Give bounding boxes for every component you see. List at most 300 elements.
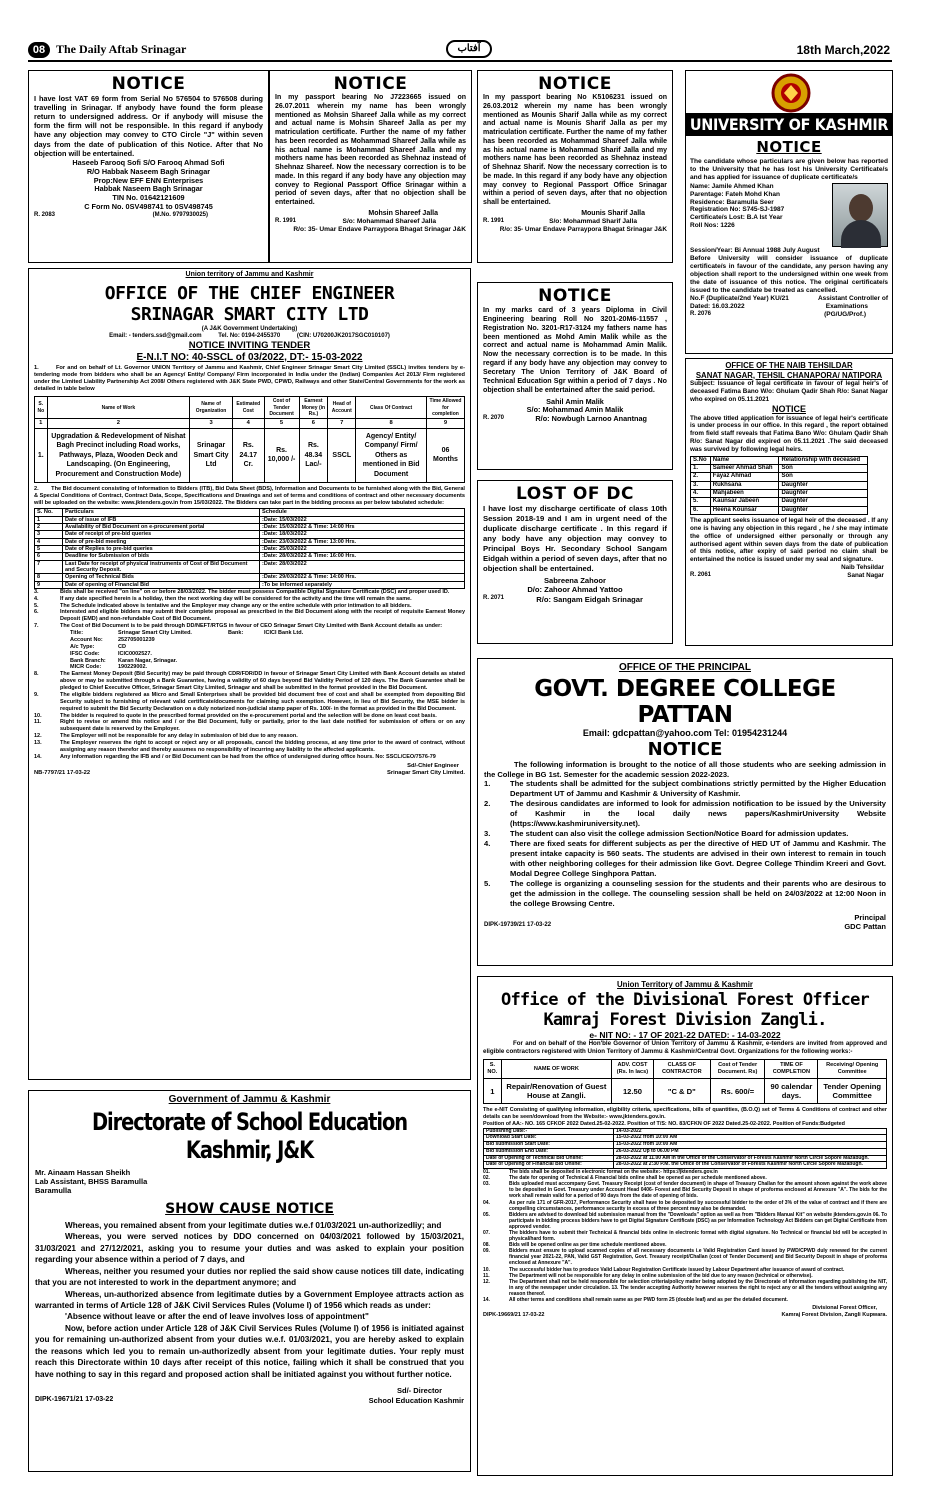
tender-point-num: 10. xyxy=(483,1266,490,1273)
sign-line-1: Divisional Forest Officer, xyxy=(812,1305,877,1312)
residence: R/o: 35- Umar Endave Parraypora Bhagat Srinagar J&K xyxy=(499,226,667,234)
gdc-pattan-notice xyxy=(477,658,893,966)
column-header: S.No xyxy=(691,456,711,464)
table-row xyxy=(691,490,868,498)
table-cell: 06 Months xyxy=(426,428,464,482)
tender-point-num: 03. xyxy=(483,1181,490,1188)
sign-line-1: Naib Tehsildar xyxy=(841,564,884,572)
bank-cell: 190229002. xyxy=(118,664,148,671)
table-cell: 26-03-2022 Up to 06.00 PM xyxy=(614,1148,887,1155)
gdc-point xyxy=(484,879,886,909)
tender-point xyxy=(483,1248,887,1266)
bank-row xyxy=(70,630,465,637)
table-row xyxy=(35,553,465,560)
bank-cell: Title: xyxy=(70,630,84,637)
ref-code: DIPK-19669/21 17-03-22 xyxy=(483,1311,545,1318)
gov-label: Government of Jammu & Kashmir xyxy=(168,1094,331,1105)
tender-points xyxy=(34,589,465,630)
column-header: Time Allowed for completion xyxy=(426,397,464,418)
table-cell: Heena Kounsar xyxy=(710,506,779,514)
notice-body: I have lost my discharge certificate of class 10th Session 2018-19 and I am in urgent need of the duplicate discharge certificate . In this regard if any body have any objection may convey to Principal Boys Hr. Secondary School Sangam Eidgah within a period of seven days, after that no objection shall be entertained. xyxy=(483,504,667,573)
table-cell: Deadline for Submission of bids xyxy=(63,553,260,560)
notice-vat-form xyxy=(28,70,269,263)
tender-point-num: 07. xyxy=(483,1230,490,1237)
notice-intro: The candidate whose particulars are given below has reported to the University that he has lost his University Certificate/s and has applied for issuance of duplicate certificate/s xyxy=(690,158,888,182)
table-cell: 2 xyxy=(35,524,63,531)
tender-point-text: Bids shall be received "on line" on or before 28/03/2022. The bidder must possess Compatible Digital Signature Certificate (DSC) and proper used ID. xyxy=(60,588,450,595)
tender-point-text: The Department shall not be held responsible for selection criteria/policy matter being adopted by the Directorate of Information regarding publishing the NIT, in any of the newspaper under circulation. 13. The tender accepting Authority however reserves the right to reject any or all the tenders without assigning any reason thereof. xyxy=(509,1278,887,1297)
bank-row xyxy=(70,637,465,644)
school-education-notice xyxy=(28,1090,471,1472)
residence: R/o: 35- Umar Endave Parraypora Bhagat Srinagar J&K xyxy=(293,226,466,234)
ref-code: R. 2071 xyxy=(483,594,505,601)
notice-title: NOTICE xyxy=(333,74,408,94)
table-cell: Rs. 48.34 Lac/- xyxy=(299,428,328,482)
division-title: Kamraj Forest Division Zangli. xyxy=(543,1009,827,1030)
work-table-row xyxy=(35,428,465,482)
bank-cell xyxy=(264,664,344,671)
table-cell: Rukhsana xyxy=(710,481,779,489)
tender-point-num: 08. xyxy=(483,1242,490,1249)
column-number: 7 xyxy=(328,418,356,428)
bank-cell xyxy=(264,637,344,644)
tender-point-text: If any date specified herein is a holiday, then the next working day will be considered for the activity and the time will remain the same. xyxy=(60,595,412,602)
column-header: S. No xyxy=(35,397,48,418)
table-cell: 1. xyxy=(35,428,48,482)
gdc-point-num: 3. xyxy=(484,828,491,838)
signer-name: Sahil Amin Malik xyxy=(546,396,604,406)
table-cell: 6. xyxy=(691,506,711,514)
column-header: ADV. COST (Rs. In lacs) xyxy=(612,1060,654,1079)
table-cell: Last Date for receipt of physical instruments of Cost of Bid Document and Security Deposit. xyxy=(63,560,260,574)
tender-point xyxy=(34,609,465,623)
tender-point-text: Right to revise or amend this notice and / or the Bid Document, fully or partially, prior to the last date notified for submission of offers or on any subsequent date is reserved by the Employer. xyxy=(60,719,465,733)
gdc-point-text: The student can also visit the college admission Section/Notice Board for admission updates. xyxy=(510,828,849,838)
table-cell: Daughter xyxy=(779,506,868,514)
table-row xyxy=(35,581,465,588)
bank-details xyxy=(70,630,465,671)
issue-date: 18th March,2022 xyxy=(796,43,890,57)
notice-body: Before University will consider issuance of duplicate certificate/s in favour of the candidate, any person having any objection shall report to the undersigned within one week from the date of issuance of this notice. The original certificate/s issued to the candidate be treated as cancelled. xyxy=(690,254,888,295)
notice-para: 'Absence without leave or after the end of leave involves loss of appointment" xyxy=(65,1312,369,1322)
table-cell: 1 xyxy=(35,516,63,523)
gdc-point-num: 1. xyxy=(484,778,491,788)
signer-name: Mounis Sharif Jalla xyxy=(581,209,645,217)
tender-point-num: 9. xyxy=(34,691,39,698)
column-header: Name of Work xyxy=(47,397,190,418)
column-header: CLASS OF CONTRACTOR xyxy=(653,1060,710,1079)
gdc-point-num: 5. xyxy=(484,879,491,889)
bank-cell xyxy=(228,637,264,644)
ut-label: Union territory of Jammu and Kashmir xyxy=(185,271,314,278)
table-cell: Rs. 600/= xyxy=(710,1078,765,1104)
bank-row xyxy=(70,644,465,651)
column-header: Name of Organization xyxy=(190,397,233,418)
sign-line-2: Sanat Nagar xyxy=(847,571,884,579)
table-cell: Date of Replies to pre-bid queries xyxy=(63,545,260,552)
tender-point-text: Bids uploaded must accompany Govt. Treasury Receipt (cost of tender document) in shape of Treasury Challan for the amount shown against the work above to be deposited in Govt. Treasury under Account Head 0406- Forest and Bid Security Deposit in shape of proforma enclosed at Annexure "A". The bids for the work shall remain valid for a period of 90 days from the date of opening of bids. xyxy=(509,1181,887,1200)
tender-point-num: 02. xyxy=(483,1175,490,1182)
candidate-photo xyxy=(832,183,888,247)
column-number: 8 xyxy=(356,418,427,428)
table-row xyxy=(35,516,465,523)
bank-cell: Account No: xyxy=(70,636,103,643)
sign-line-2: Srinagar Smart City Limited. xyxy=(387,769,465,776)
column-header: Class Of Contract xyxy=(356,397,427,418)
notice-body-2: The applicant seeks issuance of legal heir of the deceased . If any one is having any objection in this regard , he / she may intimate the office of undersigned either personally or through any authorised agent within seven days from the date of publication of this notice, after expiry of said period no claim shall be entertained the notice is issued under my seal and signature. xyxy=(690,517,888,564)
notice-para: Whereas, you remained absent from your legitimate duties w.e.f 01/03/2021 un-authorizedliy; and xyxy=(65,1220,442,1230)
sign-line-2: GDC Pattan xyxy=(844,922,886,932)
bank-cell xyxy=(228,658,264,665)
tender-point xyxy=(483,1212,887,1230)
notice-intro: For and on behalf of the Hon'ble Governor of Union Territory of Jammu & Kashmir, e-tenders are invited from approved and eligible contractors registered with Union Territory of Jammu & Kashmir/Central Govt. Organizations for the following works:- xyxy=(483,1039,887,1055)
notice-para: Now, before action under Article 128 of J&K Civil Services Rules (Volume I) of 1956 is initiated against you for remaining un-authorized absent from your duties w.e.f. 01/03/2021, you are hereby asked to explain the reasons which led you to remain un-authorizedly absent from your legitimate duties. Your reply must reach this Directorate within 10 days after receipt of this notice, failing which it shall be construed that you have nothing to say in this regard and proposed action shall be initiated against you without further notice. xyxy=(35,1323,464,1379)
notice-body: In my marks card of 3 years Diploma in Civil Engineering bearing Roll No 3201-20M6-11557 , Registration No. 3201-R17-3124 my fathers name has been mentioned as Mohd Amin Malik while as the correct and actual name is Mohammad Amin Malik. Now the necessary correction is to be made. In this regard if any body have any objection may convey to Secretary The Union Territory of J&K Board of Technical Education Sgr within a period of 7 days . No objection shall be entertained after the said period. xyxy=(483,306,667,394)
tender-point-num: 6. xyxy=(34,609,39,616)
sign-line-1: Principal xyxy=(854,913,886,923)
tender-point xyxy=(34,623,465,630)
ref-code: R. 2083 xyxy=(34,212,56,219)
table-cell: 15-03-2022 from 10:00 AM xyxy=(614,1135,887,1142)
tender-point xyxy=(483,1279,887,1297)
university-kashmir-notice: UNIVERSITY OF KASHMIR NOTICE The candidate whose particulars are given below has reported to the University that he has lost his University Certificate/s and has applied for issuance of duplicate certificate/s Name: Jamile Ahmed Khan Parentage: Fateh Mohd Khan Residence: Baramulla Seer Registration No: S745-SJ-1987 Certificate/s Lost: B.A Ist Year Roll Nos: 1226 Session/Year: Bi Annual 1988 July August Before University will consider issuance of duplicate certificate/s in favour of the candidate, any person having any objection shall report to the undersigned within one week from the date of issuance of this notice. The original certificate/s issued to the candidate be treated as cancelled. No.F (Duplicate/2nd Year) KU/21 Assistant Controller of Dated: 16.03.2022 Examinations R. 2076 (PG/UG/Prof.) xyxy=(685,70,893,354)
table-cell: Opening of Technical Bids xyxy=(63,574,260,581)
table-cell: 14-03-2022 xyxy=(614,1128,887,1135)
smart-city-tender xyxy=(28,268,471,1080)
tender-point-num: 7. xyxy=(34,623,39,630)
table-row xyxy=(691,481,868,489)
tender-point-text: Interested and eligible bidders may submit their complete proposal as prescribed in the Bid Document along with the receipt of requisite Earnest Money Deposit (EMD) and non-refundable Cost of Bid Document. xyxy=(60,609,465,623)
column-header: Head of Account xyxy=(328,397,356,418)
heirs-header xyxy=(691,456,868,464)
office-title: OFFICE OF THE CHIEF ENGINEER xyxy=(104,282,395,304)
table-cell: Bid submission End Date: xyxy=(484,1148,614,1155)
table-row xyxy=(35,531,465,538)
notice-title: SHOW CAUSE NOTICE xyxy=(165,1200,334,1217)
tender-point-text: The Earnest Money Deposit (Bid Security) may be paid through CDR/FDR/DD in favour of Srinagar Smart City Limited with Bank Account details as stated above or may be submitted through a Bank Guarantee, having a validity of 60 days beyond Bid Validity Period of 120 days. The Bank Guarantee shall be pledged to Chief Executive Officer, Srinagar Smart City Limited, Srinagar and shall be submitted in the format provided in the Bid Document. xyxy=(60,671,465,692)
column-number: 1 xyxy=(35,418,48,428)
tender-point xyxy=(34,719,465,733)
tender-point-num: 09. xyxy=(483,1248,490,1255)
notice-title: NOTICE xyxy=(647,739,723,761)
notice-passport-mohsin xyxy=(269,70,472,263)
column-header: Receiving/ Opening Committee xyxy=(818,1060,887,1079)
table-cell: :Date: 28/03/2022 & Time: 16:00 Hrs. xyxy=(260,553,465,560)
table-cell: Agency/ Entity/ Company/ Firm/ Others as mentioned in Bid Document xyxy=(356,428,427,482)
table-cell: :Date: 28/03/2022 xyxy=(260,560,465,574)
table-cell: 1 xyxy=(484,1078,502,1104)
tender-points xyxy=(483,1169,887,1303)
notice-title: NOTICE xyxy=(538,74,612,94)
column-header: Cost of Tender Document. Rs) xyxy=(710,1060,765,1079)
column-header: Estimated Cost xyxy=(232,397,264,418)
bank-cell: MICR Code: xyxy=(70,664,102,671)
tender-point-num: 3. xyxy=(34,588,39,595)
tender-points-2 xyxy=(34,671,465,760)
tender-point-num: 05. xyxy=(483,1211,490,1218)
table-cell: Date of pre-bid meeting xyxy=(63,538,260,545)
bank-cell xyxy=(228,644,264,651)
tender-point-text: The bidders have to submit their Technical & financial bids online in electronic format with digital signature. No Technical or financial bid will be accepted in physical/hard form. xyxy=(509,1230,887,1243)
gdc-point-text: The desirous candidates are informed to look for admission notification to be issued by the University of Kashmir in the local daily news papers/KashmirUniversity Website (https://www.kashmiruniversity.net). xyxy=(510,798,886,828)
residence: R/o: Sangam Eidgah Srinagar xyxy=(536,594,643,604)
table-cell: :Date: 15/03/2022 xyxy=(260,516,465,523)
bank-cell: Karan Nagar, Srinagar. xyxy=(118,657,177,664)
tender-point-num: 8. xyxy=(34,671,39,678)
table-cell: SSCL xyxy=(328,428,356,482)
notice-title: NOTICE xyxy=(771,403,806,414)
table-cell: Daughter xyxy=(779,490,868,498)
table-cell: Download Start Date: xyxy=(484,1135,614,1142)
tender-point-text: The Department will not be responsible for any delay in online submission of the bid due to any reason (technical or otherwise). xyxy=(509,1272,813,1279)
table-row xyxy=(691,498,868,506)
table-cell: :Date: 15/03/2022 & Time: 14:00 Hrs xyxy=(260,524,465,531)
newspaper-name: The Daily Aftab Srinagar xyxy=(56,42,187,56)
tender-point-num: 11. xyxy=(34,719,42,726)
table-cell: 15-03-2022 from 10:00 AM xyxy=(614,1142,887,1149)
notice-diploma xyxy=(477,282,673,470)
university-title: UNIVERSITY OF KASHMIR xyxy=(686,113,892,136)
table-row xyxy=(35,560,465,574)
table-cell: 12.50 xyxy=(612,1078,654,1104)
table-cell: :Date: 23/03/2022 & Time: 13:00 Hrs. xyxy=(260,538,465,545)
tender-point-num: 14. xyxy=(34,753,42,760)
ref-code: DIPK-19739/21 17-03-22 xyxy=(484,922,552,929)
company-sub: (A J&K Government Undertaking) xyxy=(201,325,298,332)
tender-point xyxy=(34,713,465,720)
tender-point-text: The Employer reserves the right to accept or reject any or all proposals, cancel the bidding process, at any time prior to the award of contract, without assigning any reason therefor and thereby assumes no responsibility of incurring any liability to the affected applicants. xyxy=(60,740,465,753)
university-emblem-icon xyxy=(770,73,812,113)
notice-para: Whereas, un-authorized absence from legitimate duties by a Government Employee attracts action as warranted in terms of Article 128 of J&K Civil Services Rules (Volume I) of 1956 which reads as under: xyxy=(35,1289,464,1310)
schedule-table xyxy=(483,1128,887,1170)
bank-cell: A/c Type: xyxy=(70,643,95,650)
tender-point xyxy=(34,754,465,761)
column-number: 6 xyxy=(299,418,328,428)
table-row xyxy=(35,574,465,581)
parent-name: S/o: Mohammad Amin Malik xyxy=(526,405,624,415)
table-row xyxy=(691,473,868,481)
work-table-row xyxy=(484,1078,887,1104)
notice-title: NOTICE xyxy=(756,138,822,156)
table-cell: "C & D" xyxy=(653,1078,710,1104)
table-cell: 28-03-2022 at 2:30 P.M. the Office of the Conservator of Forests Kashmir North Circle Sopore Mazabugh. xyxy=(614,1162,887,1169)
university-emblem-area xyxy=(690,73,888,113)
work-table xyxy=(34,396,465,483)
page-number: 08 xyxy=(28,42,50,58)
column-header: Earnest Money (in Rs.) xyxy=(299,397,328,418)
college-email: Email: gdcpattan@yahoo.com Tel: 01954231244 xyxy=(582,728,788,739)
work-table-header xyxy=(484,1060,887,1079)
gdc-point-text: The students shall be admitted for the subject combinations strictly permitted by the Higher Education Department UT of Jammu and Kashmir & University of Kashmir. xyxy=(510,778,886,798)
notice-body: The above titled application for issuance of legal heir's certificate is under process in our office. In this regard , the report obtained from field staff reveals that Fatima Bano W/o: Ghulam Qadir Shah R/o: Sanat Nagar did expired on 05.11.2021 .The said deceased was survived by following legal heirs. xyxy=(690,414,888,453)
table-cell: :Date: 29/03/2022 & Time: 14:00 Hrs. xyxy=(260,574,465,581)
tender-point-text: The Cost of Bid Document is to be paid through DD/NEFT/RTGS in favour of CEO Srinagar Smart City Limited with Bank Account details as under: xyxy=(60,623,443,630)
bank-cell xyxy=(264,658,344,665)
tender-point-text: The successful bidder has to produce Valid Labour Registration Certificate issued by Labour Department after issuance of award of contract. xyxy=(509,1266,845,1273)
notice-title: NOTICE xyxy=(538,286,612,306)
gdc-point xyxy=(484,799,886,829)
office-location: SANAT NAGAR, TEHSIL CHANAPORA/ NATIPORA xyxy=(695,370,883,380)
notice-body: In my passport bearing No J7223665 issued on 26.07.2011 wherein my name has been wrongly mentioned as Mohsin Shareef Jalla while as my correct and actual name is Mohsin Shareef Jalla as per my matriculation certificate. Further the name of my father has been recorded as Mohammad Shareef Jalla while as his actual name is Mohammad Shareef Jalla and my mothers name has been recorded as Shehnaz instead of Shehnaz Shareef. Now the necessary correction is to be made. In this regard if any body have any objection may convey to Regional Passport Office Srinagar within a period of seven days, after that no objection shall be entertained. xyxy=(275,94,466,206)
ref-code: R. 1991 xyxy=(275,218,297,225)
tender-point-text: The date for opening of Technical & Financial bids online shall be opened as per schedule mentioned above. xyxy=(509,1175,767,1182)
table-cell: 3. xyxy=(691,481,711,489)
table-cell: Bid submission Start Date: xyxy=(484,1142,614,1149)
column-number: 4 xyxy=(232,418,264,428)
table-cell: Son xyxy=(779,473,868,481)
schedule-header xyxy=(35,508,465,516)
table-cell: Srinagar Smart City Ltd xyxy=(190,428,233,482)
column-header: S. NO. xyxy=(484,1060,502,1079)
table-cell: :Date: 18/03/2022 xyxy=(260,531,465,538)
nit-number: e- NIT NO: - 17 OF 2021-22 DATED: - 14-03-2022 xyxy=(589,1029,781,1040)
company-title: SRINAGAR SMART CITY LTD xyxy=(130,303,369,325)
tender-point-text: All other terms and conditions shall remain same as per PWD form 25 (double leaf) and as per the detailed document. xyxy=(509,1297,788,1304)
office-title: OFFICE OF THE PRINCIPAL xyxy=(618,662,752,673)
tender-point xyxy=(34,733,465,740)
gdc-point-text: There are fixed seats for different subjects as per the directive of HED UT of Jammu and Kashmir. The present intake capacity is 560 seats. The students are advised in their own interest to remain in touch with other neighboring colleges for their admission like Govt. Degree College Thindim Kreeri and Govt. Modal Degree College Singhpora Pattan. xyxy=(510,839,886,879)
para-1: 1. For and on behalf of Lt. Governor UNION Territory of Jammu and Kashmir, Chief Engineer Srinagar Smart City Limited (SSCL) invites tenders by e-tendering mode from bidders who shall be an Agency/ Entity/ Company/ Firm incorporated in India under the (Indian) Companies Act 2013/ Firm registered under the Limited Liability Partnership Act 2008/ Others registered with J&K State PWD, CPWD, Railways and other State/Central Governments for the work as detailed in table below xyxy=(34,364,467,393)
tender-point xyxy=(483,1181,887,1199)
tender-point xyxy=(34,596,465,603)
tender-point-num: 4. xyxy=(34,595,39,602)
masthead xyxy=(28,40,892,62)
table-cell: Rs. 24.17 Cr. xyxy=(232,428,264,482)
tender-point-num: 5. xyxy=(34,602,39,609)
column-number: 2 xyxy=(47,418,190,428)
tender-point xyxy=(34,603,465,610)
ref-code: R. 1991 xyxy=(483,218,505,225)
work-table-numbers xyxy=(35,418,465,428)
notice-lost-dc xyxy=(477,480,673,644)
addressee: Mr. Ainaam Hassan Sheikh Lab Assistant, BHSS Baramulla Baramulla xyxy=(35,1168,148,1196)
signer-name: Mohsin Shareef Jalla xyxy=(368,209,438,217)
column-number: 5 xyxy=(264,418,299,428)
table-cell: :Date: 25/03/2022 xyxy=(260,545,465,552)
parent-name: S/o: Mohammad Sharif Jalla xyxy=(549,218,637,226)
notice-passport-mounis xyxy=(477,70,673,263)
bank-row xyxy=(70,664,465,671)
naib-tehsildar-notice xyxy=(685,358,893,646)
table-cell: Daughter xyxy=(779,481,868,489)
table-cell: Date of opening of Financial Bid xyxy=(63,581,260,588)
tender-point-text: Bidders must ensure to upload scanned copies of all necessary documents i.e Valid Registration Card issued by PWD/CPWD duly renewed for the current financial year 2021-22, PAN, Valid GST Registration, Govt. Treasury receipt/Challan (cost of Tender Document) and Bid Security Deposit in shape of proforma enclosed at Annexure "A". xyxy=(509,1248,887,1267)
work-table xyxy=(483,1059,887,1104)
table-cell: Date of issue of IFB xyxy=(63,516,260,523)
table-cell: Rs. 10,000 /- xyxy=(264,428,299,482)
tender-point xyxy=(483,1230,887,1242)
table-cell: 8 xyxy=(35,574,63,581)
parent-name: D/o: Zahoor Ahmad Yattoo xyxy=(527,585,623,595)
nit-note: The e-NIT Consisting of qualifying information, eligibility criteria, specifications, bills of quantities, (B.O.Q) set of Terms & Conditions of contract and other details can be seen/download from the Website:- www.jktenders.gov.in. xyxy=(483,1107,887,1121)
tender-point-num: 01. xyxy=(483,1169,490,1176)
sign-line-2: School Education Kashmir xyxy=(368,1395,464,1405)
table-cell: 90 calendar days. xyxy=(765,1078,818,1104)
notice-title: NOTICE xyxy=(111,74,186,94)
schedule-header-cell: Particulars xyxy=(63,508,260,516)
notice-para: Whereas, neither you resumed your duties nor replied the said show cause notices till date, indicating that you are not interested to work in the department anymore; and xyxy=(35,1266,464,1288)
tender-point-num: 10. xyxy=(34,712,42,719)
table-cell: Mahjabeen xyxy=(710,490,779,498)
bank-row xyxy=(70,658,465,665)
tender-point-text: Bids will be opened online as per time schedule mentioned above. xyxy=(509,1242,667,1249)
residence: R/o: Nowbugh Larnoo Anantnag xyxy=(535,414,647,424)
gdc-points xyxy=(484,779,886,909)
table-cell: Fayaz Ahmad xyxy=(710,473,779,481)
sign-line-1: Sd/-Chief Engineer xyxy=(407,762,459,769)
column-header: Name xyxy=(710,456,779,464)
office-title: OFFICE OF THE NAIB TEHSILDAR xyxy=(725,361,853,370)
gdc-point-num: 2. xyxy=(484,798,491,808)
tender-point-num: 14. xyxy=(483,1297,490,1304)
table-row xyxy=(691,506,868,514)
forest-division-tender xyxy=(477,976,893,1476)
subject: Subject: Issuance of legal certificate in favour of legal heir's of deceased Fatima Bano W/o: Ghulam Qadir Shah R/o: Sanat Nagar who expired on 05.11.2021 xyxy=(690,380,888,403)
notice-body: In my passport bearing No K5106231 issued on 26.03.2012 wherein my name has been wrongly mentioned as Mounis Sharif Jalla while as my correct and actual name is Mounis Sharif Jalla as per my matriculation certificate. Further the name of my father has been recorded as Mohammad Shareef Jalla while as his actual name is Mohammad Sharif Jalla and my mothers name has been recorded as Shehnaz instead of Shehnaz Sharif. Now the necessary correction is to be made. In this regard if any body have any objection may convey to Regional Passport Office Srinagar within a period of seven days, after that no objection shall be entertained. xyxy=(483,94,667,206)
candidate-details: Name: Jamile Ahmed Khan Parentage: Fateh Mohd Khan Residence: Baramulla Seer Registration No: S745-SJ-1987 Certificate/s Lost: B.A Ist Year Roll Nos: 1226 xyxy=(690,182,785,230)
tender-point-text: The bids shall be deposited in electronic format on the website:- https://jktenders.gov.in xyxy=(509,1169,718,1176)
table-cell: :To be informed separately xyxy=(260,581,465,588)
bank-cell: ICIC0002527. xyxy=(118,650,152,657)
table-cell: Availability of Bid Document on e-procurement portal xyxy=(63,524,260,531)
table-cell: Sameer Ahmad Shah xyxy=(710,465,779,473)
notice-para: Whereas, you were served notices by DDO concerned on 04/03/2021 followed by 15/03/2021, 31/03/2021 and 27/12/2021, asking you to resume your duties and was asked to explain your position regarding your absence within a period of 7 days, and xyxy=(35,1232,464,1265)
tender-point-text: As per rule 171 of GFR-2017, Performance Security shall have to be deposited by successful bidder to the order of 3% of the value of contract and if there are compelling circumstances, performance security in excess of three percent may also be demanded. xyxy=(509,1199,887,1212)
college-title: GOVT. DEGREE COLLEGE PATTAN xyxy=(534,676,836,729)
gdc-point-text: The college is organizing a counseling session for the students and their parents who are desirous to get the admission in the college. The counseling session shall be held on 24/03/2022 at 12:00 Noon in the college Browsing Centre. xyxy=(510,879,886,909)
table-row xyxy=(484,1128,887,1135)
bank-cell: IFSC Code: xyxy=(70,650,100,657)
tender-point xyxy=(34,692,465,713)
table-row xyxy=(35,538,465,545)
table-cell: Kaunsar Jabeen xyxy=(710,498,779,506)
gdc-point xyxy=(484,829,886,839)
column-number: 3 xyxy=(190,418,233,428)
mobile-number: (M.No. 9797930025) xyxy=(152,212,208,219)
table-row xyxy=(691,465,868,473)
table-cell: 4 xyxy=(35,538,63,545)
bank-cell xyxy=(264,644,344,651)
bank-cell: Srinagar Smart City Limited. xyxy=(118,630,192,637)
work-table-header xyxy=(35,397,465,418)
table-row xyxy=(35,524,465,531)
tender-point xyxy=(34,740,465,754)
bank-row xyxy=(70,651,465,658)
table-cell: Upgradation & Redevelopment of Nishat Bagh Precinct including Road works, Pathways, Plaza, Wooden Deck and Landscaping. (On Engineering, Procurement and Construction Mode) xyxy=(47,428,190,482)
table-cell: 2. xyxy=(691,473,711,481)
tender-point-num: 13. xyxy=(34,740,42,747)
tender-point-num: 04. xyxy=(483,1199,490,1206)
schedule-header-cell: S. No. xyxy=(35,508,63,516)
directorate-title: Directorate of School Education Kashmir, J&K xyxy=(92,1108,408,1165)
ref-code: R. 2070 xyxy=(483,415,505,422)
notice-paras xyxy=(35,1220,464,1381)
office-title: Office of the Divisional Forest Officer xyxy=(501,989,869,1010)
bank-cell xyxy=(228,651,264,658)
bank-cell: Bank: xyxy=(228,630,244,637)
table-cell: Date of receipt of pre-bid queries xyxy=(63,531,260,538)
bank-cell: 252705001239 xyxy=(118,636,155,643)
table-cell: 7 xyxy=(35,560,63,574)
bank-cell: CD xyxy=(118,643,126,650)
tender-point xyxy=(483,1297,887,1303)
tender-point-num: 11. xyxy=(483,1272,490,1279)
notice-title: LOST OF DC xyxy=(515,484,634,504)
sign-line-1: Sd/- Director xyxy=(396,1386,442,1396)
ref-code: NB-7797/21 17-03-22 xyxy=(34,769,91,776)
table-cell: 1. xyxy=(691,465,711,473)
bank-cell xyxy=(264,651,344,658)
